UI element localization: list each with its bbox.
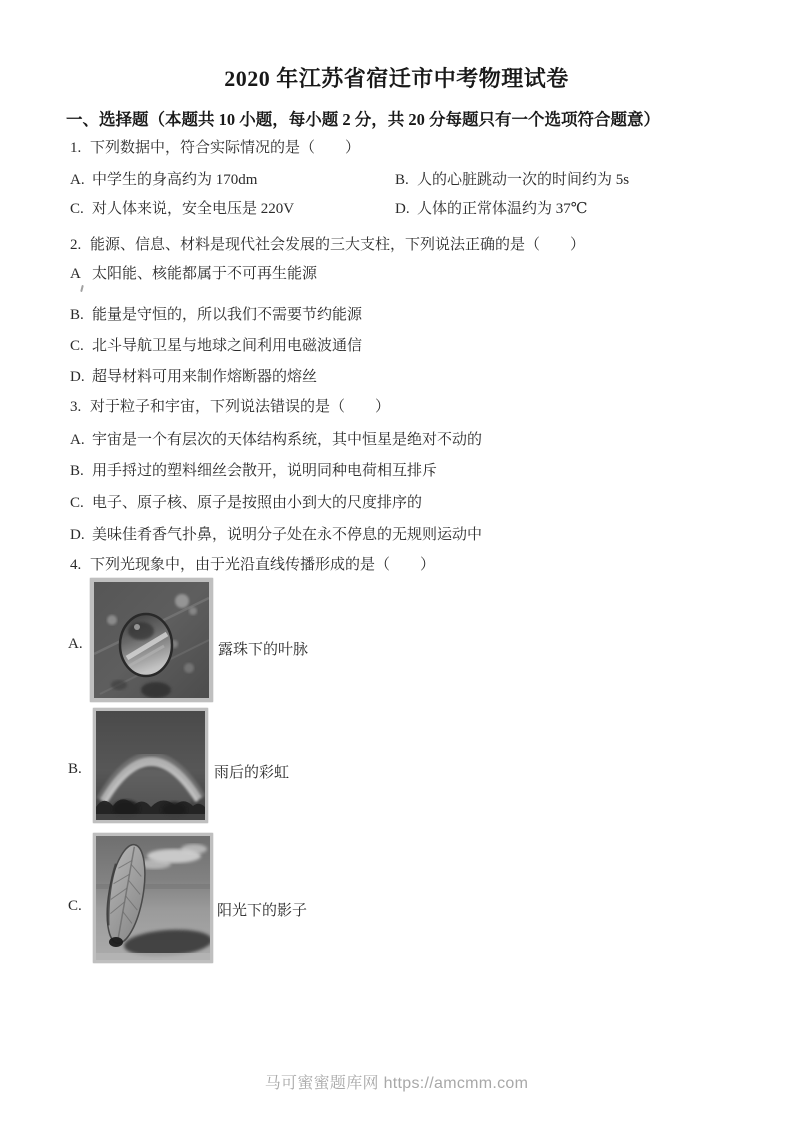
option-label: A: [70, 266, 81, 282]
option-label: A.: [70, 432, 85, 448]
option-label: C.: [70, 201, 84, 217]
dewdrop-on-leaf-image: [94, 582, 209, 698]
question-text: 对于粒子和宇宙，下列说法错误的是（ ）: [90, 399, 391, 415]
leaf-shadow-in-sunlight-photo: [93, 833, 213, 963]
question-text: 能源、信息、材料是现代社会发展的三大支柱，下列说法正确的是（ ）: [90, 237, 586, 253]
question-3-option-c: [70, 495, 422, 512]
question-3-option-b: [70, 463, 437, 480]
option-label: A.: [70, 172, 85, 188]
question-1-stem: [70, 140, 360, 157]
image-option-a-caption: 露珠下的叶脉: [218, 642, 309, 658]
question-4-stem: [70, 557, 435, 574]
question-number: 3.: [70, 399, 82, 415]
question-number: 4.: [70, 557, 82, 573]
question-1-option-b: [395, 172, 629, 189]
option-text: 用手捋过的塑料细丝会散开，说明同种电荷相互排斥: [92, 463, 438, 479]
option-label: D.: [70, 527, 85, 543]
section-heading: 一、选择题（本题共 10 小题，每小题 2 分，共 20 分每题只有一个选项符合题意）: [66, 110, 660, 129]
option-label: C.: [70, 495, 84, 511]
question-2-option-d: [70, 369, 317, 386]
question-3-option-a: [70, 432, 482, 449]
image-option-b-label: B.: [68, 761, 82, 777]
question-number: 2.: [70, 237, 82, 253]
option-label: B.: [395, 172, 409, 188]
image-option-c-caption: 阳光下的影子: [217, 903, 308, 919]
scan-artifact-mark: [80, 285, 84, 292]
option-label: D.: [70, 369, 85, 385]
image-option-a-label: A.: [68, 636, 83, 652]
option-text: 对人体来说，安全电压是 220V: [92, 201, 295, 217]
question-3-option-d: [70, 527, 482, 544]
option-text: 超导材料可用来制作熔断器的熔丝: [92, 369, 318, 385]
dewdrop-on-leaf-photo: [90, 578, 213, 702]
question-1-option-a: [70, 172, 257, 189]
option-text: 太阳能、核能都属于不可再生能源: [92, 266, 318, 282]
image-option-c-label: C.: [68, 898, 82, 914]
option-text: 宇宙是一个有层次的天体结构系统，其中恒星是绝对不动的: [92, 432, 483, 448]
option-label: B.: [70, 463, 84, 479]
question-2-option-a: [70, 266, 317, 283]
option-text: 人的心脏跳动一次的时间约为 5s: [417, 172, 630, 188]
option-text: 电子、原子核、原子是按照由小到大的尺度排序的: [92, 495, 423, 511]
page-title: 2020 年江苏省宿迁市中考物理试卷: [224, 66, 569, 91]
rainbow-after-rain-photo: [93, 708, 208, 823]
option-label: B.: [70, 307, 84, 323]
question-2-stem: [70, 237, 585, 254]
question-text: 下列光现象中，由于光沿直线传播形成的是（ ）: [90, 557, 436, 573]
question-1-option-c: [70, 201, 294, 218]
question-2-option-c: [70, 338, 362, 355]
question-2-option-b: [70, 307, 362, 324]
image-option-b-caption: 雨后的彩虹: [214, 765, 290, 781]
option-text: 人体的正常体温约为 37℃: [417, 201, 588, 217]
question-1-option-d: [395, 201, 588, 218]
option-label: D.: [395, 201, 410, 217]
option-text: 北斗导航卫星与地球之间利用电磁波通信: [92, 338, 363, 354]
leaf-shadow-image: [96, 836, 210, 960]
question-3-stem: [70, 399, 390, 416]
option-text: 能量是守恒的，所以我们不需要节约能源: [92, 307, 363, 323]
option-text: 美味佳肴香气扑鼻，说明分子处在永不停息的无规则运动中: [92, 527, 483, 543]
question-text: 下列数据中，符合实际情况的是（ ）: [90, 140, 361, 156]
watermark-footer: 马可蜜蜜题库网 https://amcmm.com: [264, 1075, 529, 1092]
option-label: C.: [70, 338, 84, 354]
rainbow-image: [96, 711, 205, 820]
question-number: 1.: [70, 140, 82, 156]
option-text: 中学生的身高约为 170dm: [92, 172, 258, 188]
